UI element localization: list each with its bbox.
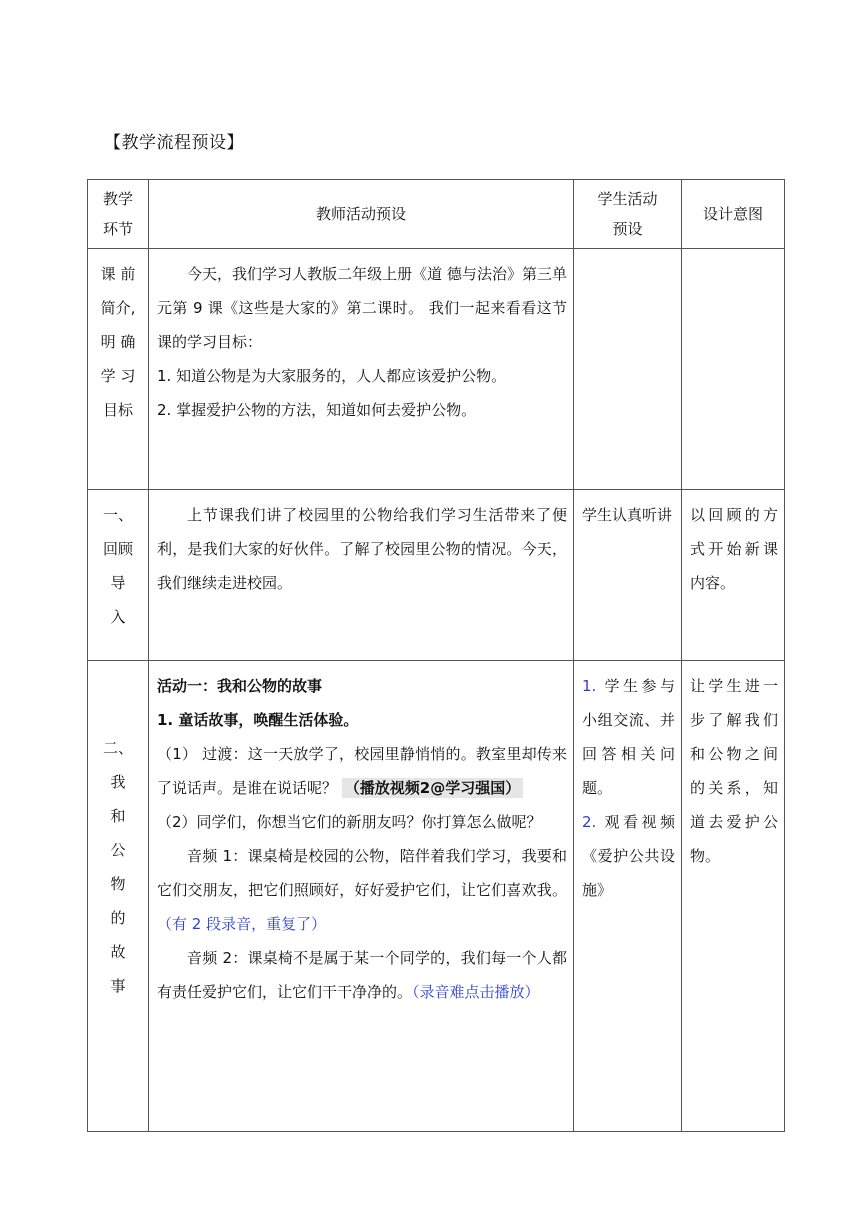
header-intent: 设计意图 bbox=[682, 180, 785, 249]
paragraph: （1） 过渡：这一天放学了，校园里静悄悄的。教室里却传来了说话声。是谁在说话呢？ （播放视频2@学习强国） bbox=[157, 745, 567, 797]
student-cell bbox=[574, 249, 682, 490]
activity-subtitle: 1. 童话故事，唤醒生活体验。 bbox=[157, 711, 359, 729]
intent-cell: 以回顾的方式开始新课内容。 bbox=[682, 490, 785, 661]
header-stage: 教学 环节 bbox=[88, 180, 149, 249]
paragraph: 音频 1：课桌椅是校园的公物，陪伴着我们学习，我要和它们交朋友，把它们照顾好，好好爱护它们，让它们喜欢我。（有 2 段录音，重复了） bbox=[157, 847, 567, 933]
paragraph: （2）同学们，你想当它们的新朋友吗？你打算怎么做呢？ bbox=[157, 813, 542, 831]
header-teacher: 教师活动预设 bbox=[149, 180, 574, 249]
stage-cell: 二、 我 和 公 物 的 故 事 bbox=[88, 661, 149, 1132]
table-row bbox=[88, 490, 785, 661]
table-header-row bbox=[88, 180, 785, 249]
intent-cell: 让学生进一步了解我们和公物之间的关系，知道去爱护公物。 bbox=[682, 661, 785, 1132]
table-row bbox=[88, 661, 785, 1132]
video-note: （播放视频2@学习强国） bbox=[342, 778, 523, 798]
stage-cell: 课 前 简介, 明 确 学 习 目标 bbox=[88, 249, 149, 490]
intro-text: 今天，我们学习人教版二年级上册《道 德与法治》第三单元第 9 课《这些是大家的》第二课时。 我们一起来看看这节课的学习目标： bbox=[157, 265, 567, 351]
stage-cell: 一、 回顾 导 入 bbox=[88, 490, 149, 661]
audio-note: （录音难点击播放） bbox=[412, 983, 540, 1001]
student-item: 1. 学生参与小组交流、并回答相关问题。 bbox=[582, 677, 675, 797]
teacher-cell bbox=[149, 661, 574, 1132]
table-row bbox=[88, 249, 785, 490]
goal-item: 2. 掌握爱护公物的方法，知道如何去爱护公物。 bbox=[157, 401, 477, 419]
goal-item: 1. 知道公物是为大家服务的，人人都应该爱护公物。 bbox=[157, 367, 507, 385]
activity-title: 活动一：我和公物的故事 bbox=[157, 677, 323, 695]
paragraph: 音频 2：课桌椅不是属于某一个同学的，我们每一个人都有责任爱护它们，让它们干干净净的。（录音难点击播放） bbox=[157, 949, 567, 1001]
audio-note: （有 2 段录音，重复了） bbox=[157, 915, 327, 933]
teaching-flow-table bbox=[87, 179, 785, 1132]
header-student: 学生活动 预设 bbox=[574, 180, 682, 249]
intent-cell bbox=[682, 249, 785, 490]
student-item: 2. 观看视频《爱护公共设施》 bbox=[582, 813, 675, 899]
teacher-cell bbox=[149, 249, 574, 490]
student-cell bbox=[574, 661, 682, 1132]
section-heading: 【教学流程预设】 bbox=[104, 133, 244, 153]
teacher-cell: 上节课我们讲了校园里的公物给我们学习生活带来了便利，是我们大家的好伙伴。了解了校园里公物的情况。今天，我们继续走进校园。 bbox=[149, 490, 574, 661]
student-cell: 学生认真听讲 bbox=[574, 490, 682, 661]
